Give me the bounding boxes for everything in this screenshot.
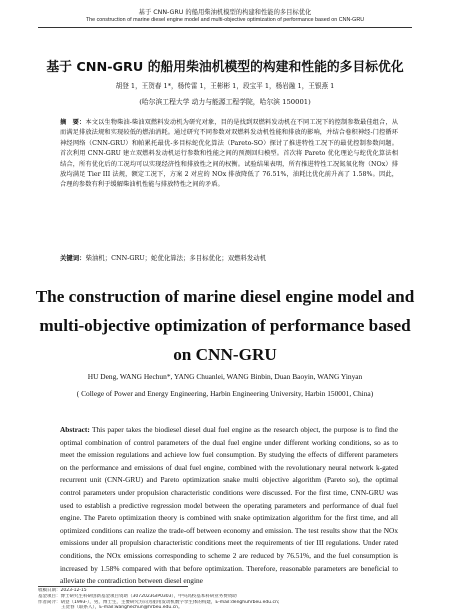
- footnote-rule: [38, 586, 188, 587]
- title-english: The construction of marine diesel engine model and multi-objective optimization of performance based on CNN-GRU: [35, 287, 415, 364]
- authors-english: HU Deng, WANG Hechun*, YANG Chuanlei, WANG Binbin, Duan Baoyin, WANG Yinyan: [87, 372, 363, 381]
- keywords-chinese-label: 关键词：: [60, 254, 86, 262]
- affiliation-english: ( College of Power and Energy Engineering, Harbin Engineering University, Harbin 150001, China): [76, 389, 374, 398]
- abstract-english-text: This paper takes the biodiesel diesel dual fuel engine as the research object, the purpose is to find the optimal combination of control parameters of the dual fuel engine under different working conditions, so as to meet the emission regulations and achieve low fuel consumption. By studying the effects of different parameters on the performance and emissions of dual fuel engine, combined with the revolutionary neural network k-gated recurrent unit (CNN-GRU) and Pareto optimization snake multi objective algorithm (Pareto so), the optimal control parameters under propulsion characteristic conditions were discussed. For the first time, CNN-GRU was used to establish a predictive regression model between the operating parameters and performance of dual fuel engine. The Pareto optimization theory is combined with snake optimization algorithm for the first time, and all optimized conditions can realize the trade-off between economy and emission. The test results show that the NOx emissions under all propulsion characteristic conditions meet the requirements of tier III regulations. Under rated conditions, the NOx emissions corresponding to scheme 2 are reduced by 76.51%, and the fuel consumption is increased by 1.58% compared with that before optimization. Therefore, reasonable parameters are beneficial to alleviate the contradiction between diesel engine: [60, 425, 398, 586]
- footnote-author-intro: 作者简介：胡登（1993-），男，博士生，主要研究方向为船用发动机数字孪生体的构建，E-mail:denghuhrbeu.edu.cn;: [38, 599, 280, 605]
- abstract-chinese: [60, 118, 398, 191]
- authors-chinese: 胡登 1，王贺春 1*，杨传雷 1，王彬彬 1，段宝平 1，杨岩融 1，王银燕 1: [115, 82, 335, 90]
- header-rule: [38, 27, 412, 28]
- footnotes: [38, 588, 414, 611]
- footnote-funding: 基金项目：博士研究生科研创新基金项目资助（3072023GIP0303），中央高校基本科研业务费资助: [38, 593, 237, 599]
- abstract-chinese-label: 摘 要：: [60, 119, 86, 126]
- abstract-chinese-text: 本文以生物柴油-柴油双燃料发动机为研究对象，目的是找到双燃料发动机在不同工况下的控制参数最佳组合，从而满足排放法规和实现较低的燃油消耗。通过研究不同参数对双燃料发动机性能和排放的影响，并结合卷积神经-门控循环神经网络（CNN-GRU）和帕累托最优-多目标蛇优化算法（Pareto-SO）探讨了推进特性工况下的最优控制参数问题。首次利用 CNN-GRU 建立双燃料发动机运行参数和性能之间的预测回归模型。首次将 Pareto 优化理论与蛇优化算法相结合，所有优化后的工况均可以实现经济性和排放性之间的权衡。试验结果表明，所有推进特性工况氮氧化物（NOx）排放均满足 Tier III 法规，额定工况下，方案 2 对应的 NOx 排放降低了 76.51%，油耗比优化前升高了 1.58%。因此，合理的参数有利于缓解柴油机性能与排放特性之间的矛盾。: [60, 119, 399, 189]
- keywords-chinese: [60, 253, 398, 262]
- running-head-english: The construction of marine diesel engine model and multi-objective optimization of performance based on CNN-GRU: [85, 17, 365, 23]
- keywords-chinese-text: 柴油机；CNN-GRU；蛇优化算法；多目标优化；双燃料发动机: [85, 254, 267, 262]
- title-chinese: 基于 CNN-GRU 的船用柴油机模型的构建和性能的多目标优化: [46, 60, 404, 75]
- affiliation-chinese: (哈尔滨工程大学 动力与能源工程学院，哈尔滨 150001): [139, 98, 311, 106]
- running-head-chinese: 基于 CNN-GRU 的船用柴油机模型的构建和性能的多目标优化: [138, 9, 312, 16]
- footnote-received: 收稿日期：2023-12-15: [38, 588, 87, 593]
- footnote-contact: 王贺春（联系人），E-mail:wanghechun@hrbeu.edu.cn。: [61, 605, 183, 611]
- abstract-english: [60, 424, 398, 588]
- abstract-english-label: Abstract:: [60, 425, 90, 434]
